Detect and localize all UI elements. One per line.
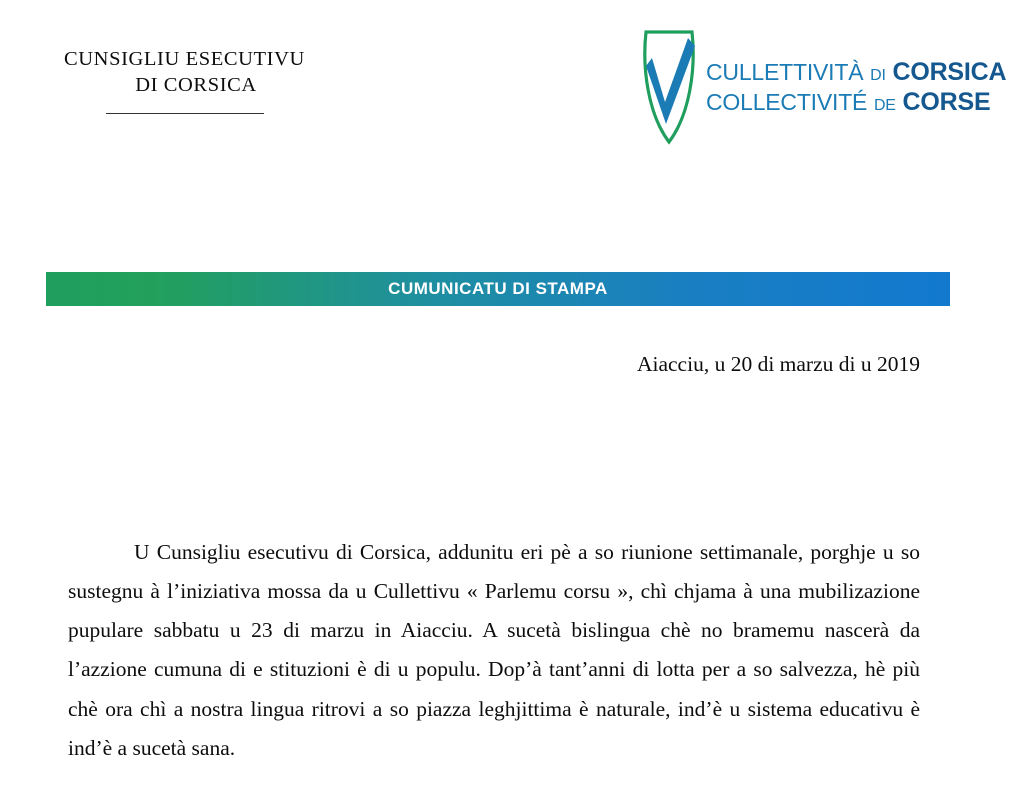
letterhead-line-2: DI CORSICA [135, 74, 257, 97]
press-release-banner [46, 272, 950, 306]
corsica-check-mark-icon [638, 28, 700, 146]
logo-line2-bold: CORSE [902, 87, 991, 116]
collectivity-logo [638, 22, 1007, 152]
logo-line2-thin: COLLECTIVITÉ [706, 88, 868, 115]
dateline: Aiacciu, u 20 di marzu di u 2019 [636, 352, 920, 376]
letterhead [64, 46, 364, 114]
body-paragraph: U Cunsigliu esecutivu di Corsica, addunitu eri pè a so riunione settimanale, porghje u so sustegnu à l’iniziativa mossa da u Cullettivu « Parlemu corsu », chì chjama à una mubilizazione pupulare sabbatu u 23 di marzu in Aiacciu. A sucetà bislingua chè no bramemu nascerà da l’azzione cumuna di e stituzioni è di u populu. Dop’à tant’anni di lotta per a so salvezza, hè più chè ora chì a nostra lingua ritrovi a so piazza leghjittima è naturale, ind’è u sistema educativu è ind’è a sucetà sana. [68, 540, 920, 760]
logo-line1-thin: CULLETTIVITÀ [706, 59, 864, 86]
letterhead-line-1: CUNSIGLIU ESECUTIVU [64, 48, 305, 70]
logo-line2-small: DE [873, 96, 896, 114]
letterhead-divider [106, 113, 264, 114]
logo-line1-small: DI [870, 67, 886, 85]
document-header [0, 0, 1016, 175]
logo-line1-bold: CORSICA [892, 58, 1007, 87]
banner-title: CUMUNICATU DI STAMPA [388, 279, 608, 298]
logo-wordmark [706, 59, 1006, 115]
document-body [68, 533, 920, 768]
